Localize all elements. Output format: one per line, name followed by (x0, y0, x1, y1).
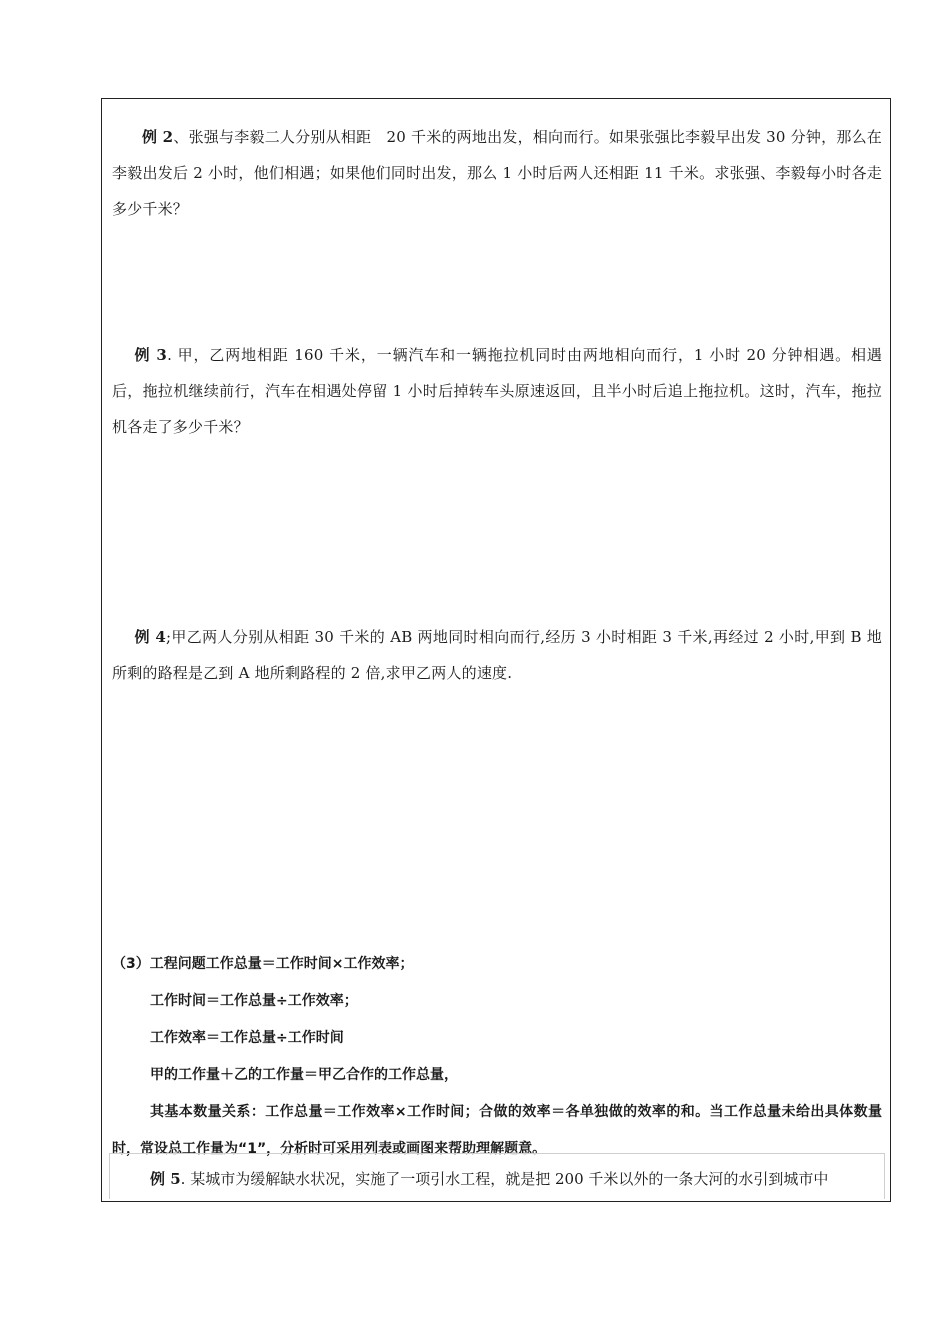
engineering-heading: （3）工程问题工作总量＝工作时间×工作效率； (112, 956, 414, 972)
example-4-label: 例 4 (134, 628, 167, 646)
content-frame (101, 98, 891, 1202)
example-3-text: . 甲，乙两地相距 160 千米，一辆汽车和一辆拖拉机同时由两地相向而行，1 小时 20 分钟相遇。相遇后，拖拉机继续前行，汽车在相遇处停留 1 小时后掉转车头原速返回，且半小时后追上拖拉机。这时，汽车，拖拉机各走了多少千米？ (112, 346, 882, 436)
example-4-text: ;甲乙两人分别从相距 30 千米的 AB 两地同时相向而行,经历 3 小时相距 3 千米,再经过 2 小时,甲到 B 地所剩的路程是乙到 A 地所剩路程的 2 倍,求甲乙两人的速度. (112, 628, 882, 682)
engineering-line-3: 甲的工作量＋乙的工作量＝甲乙合作的工作总量， (150, 1067, 458, 1083)
engineering-line-1: 工作时间＝工作总量÷工作效率； (150, 993, 358, 1009)
example-2-text: 、张强与李毅二人分别从相距 20 千米的两地出发，相向而行。如果张强比李毅早出发 30 分钟，那么在李毅出发后 2 小时，他们相遇；如果他们同时出发，那么 1 小时后两人还相距 11 千米。求张强、李毅每小时各走多少千米？ (112, 128, 882, 218)
example-2-label: 例 2 (142, 128, 174, 146)
example-5-box (109, 1153, 885, 1199)
engineering-line-2: 工作效率＝工作总量÷工作时间 (150, 1030, 344, 1046)
engineering-summary: 其基本数量关系：工作总量＝工作效率×工作时间；合做的效率＝各单独做的效率的和。当工作总量未给出具体数量时，常设总工作量为“1”，分析时可采用列表或画图来帮助理解题意。 (112, 1104, 882, 1157)
example-5-label: 例 5 (150, 1170, 181, 1188)
engineering-section (112, 946, 882, 1168)
example-3 (112, 337, 882, 445)
example-5-text: . 某城市为缓解缺水状况，实施了一项引水工程，就是把 200 千米以外的一条大河的水引到城市中 (180, 1170, 829, 1188)
example-2 (112, 119, 882, 227)
example-4 (112, 619, 882, 691)
example-3-label: 例 3 (134, 346, 168, 364)
example-5 (120, 1167, 880, 1191)
